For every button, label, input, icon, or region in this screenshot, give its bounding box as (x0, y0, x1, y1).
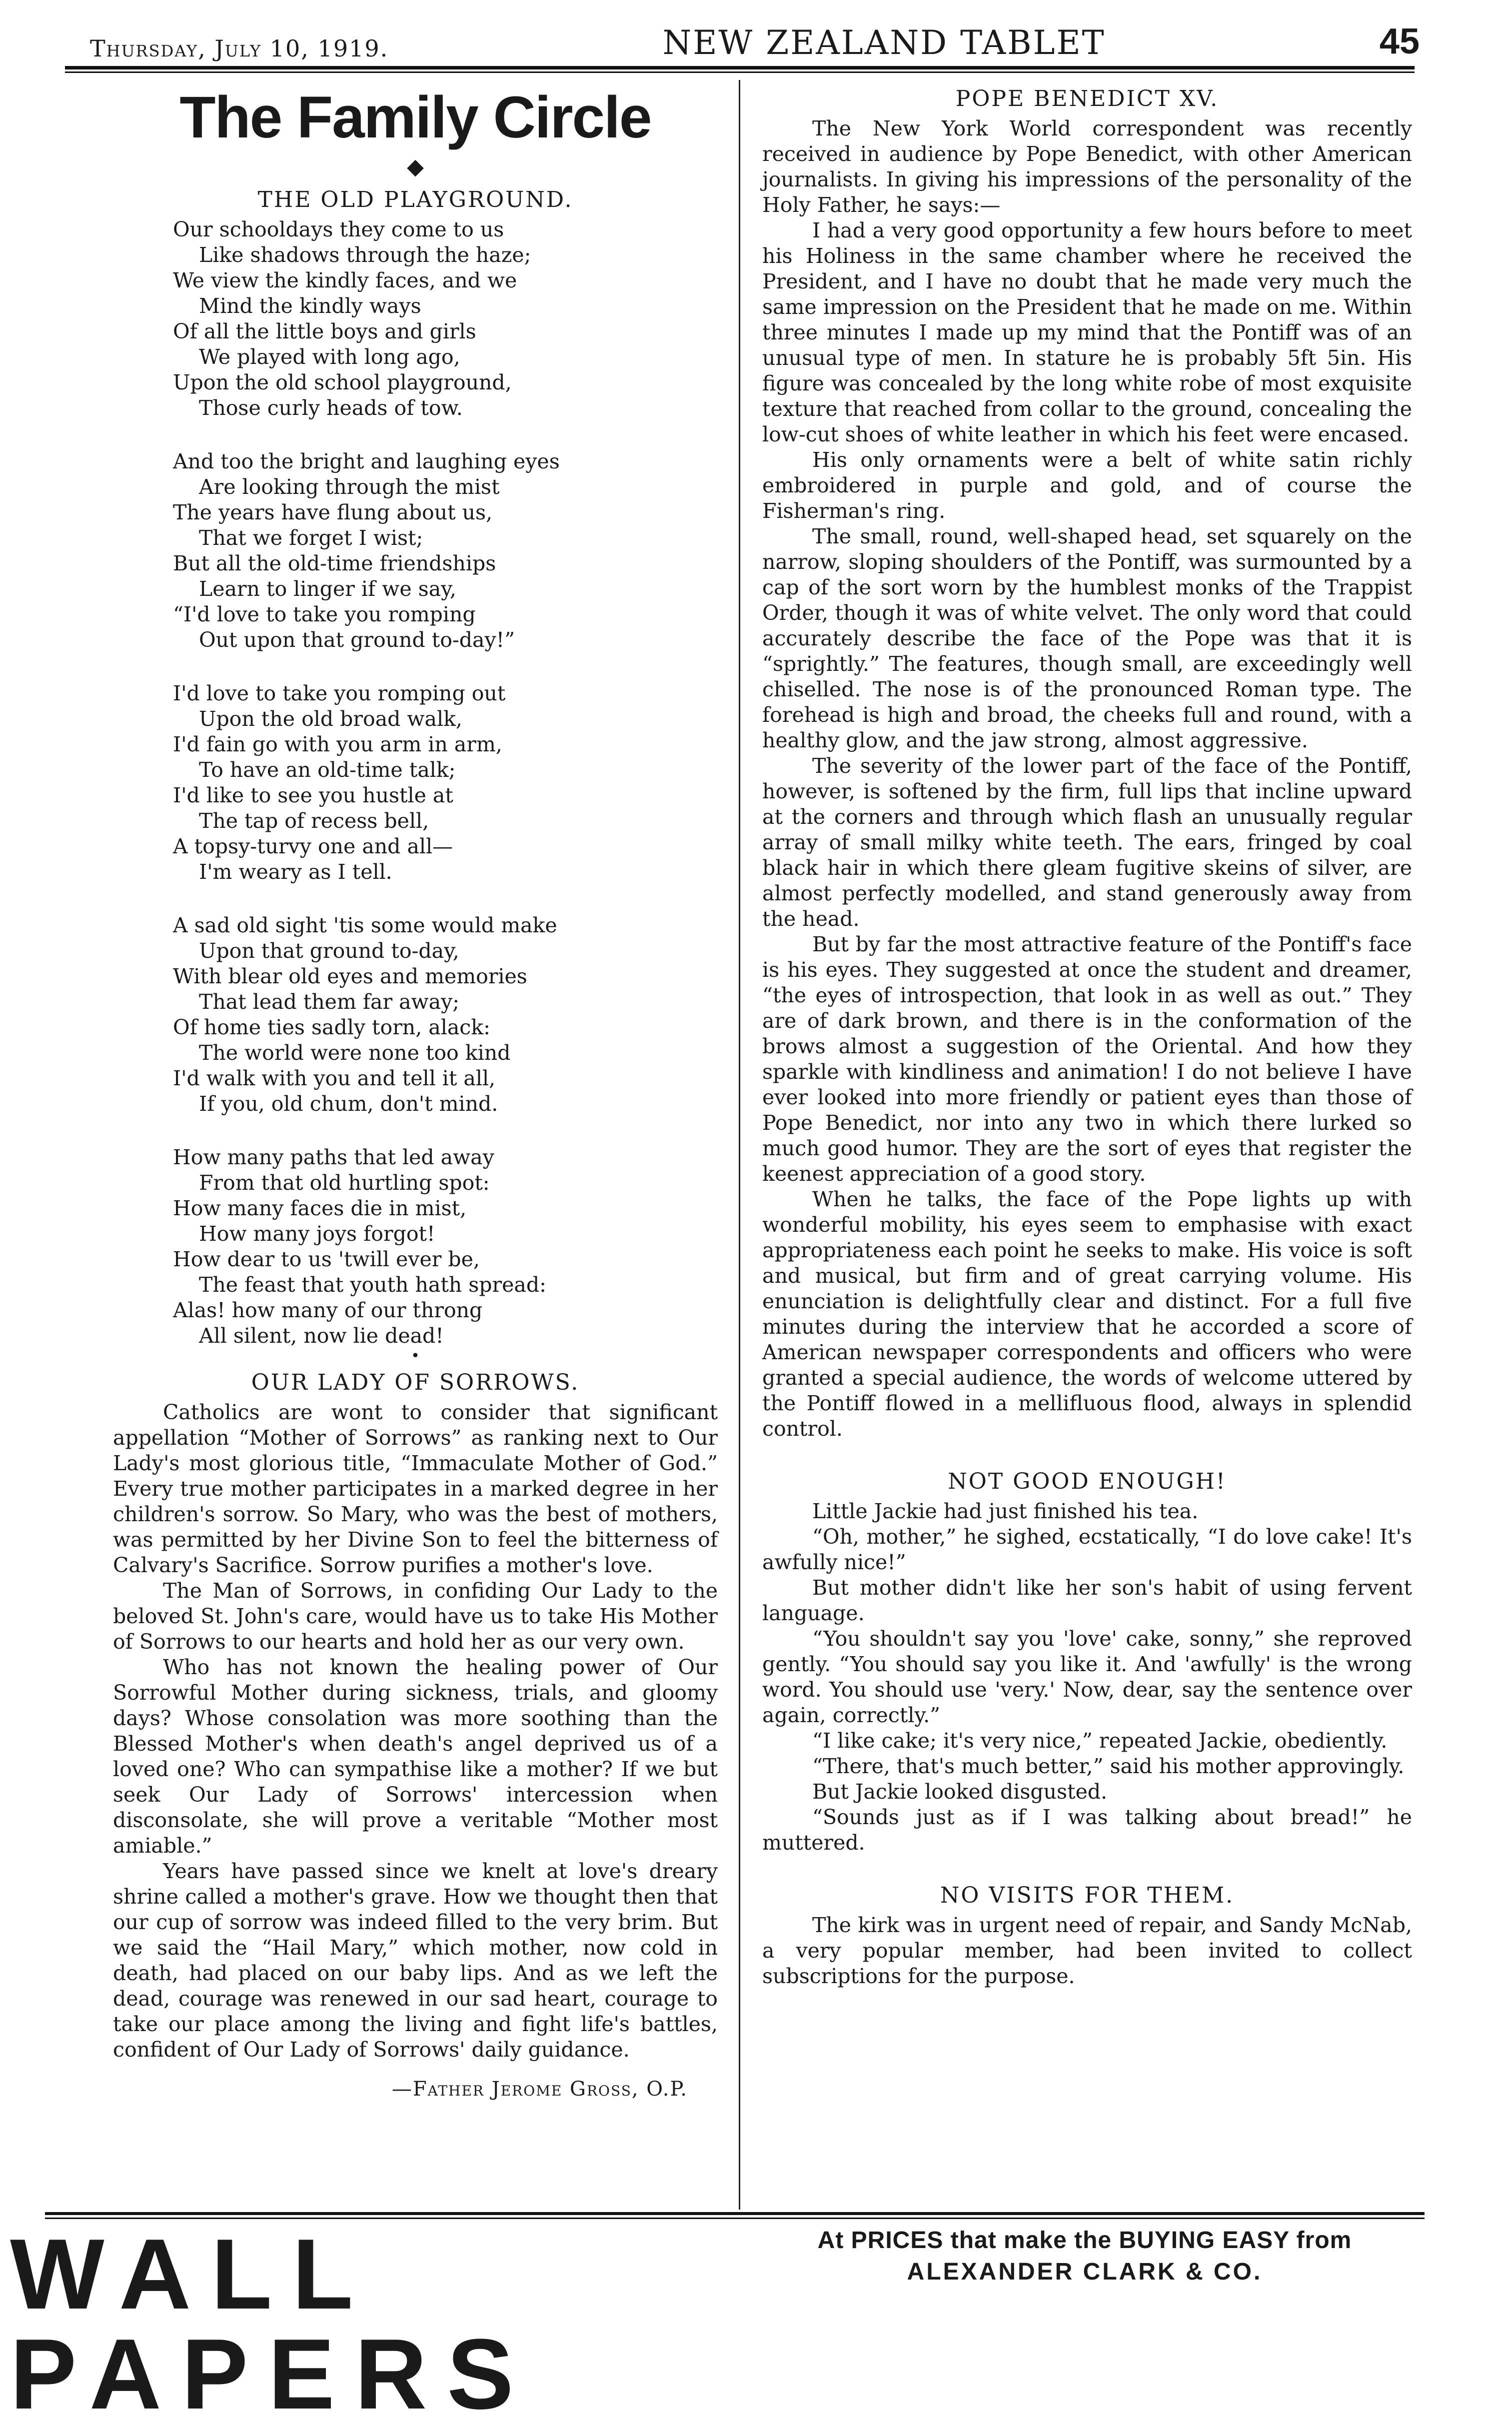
poem-line: How many paths that led away (173, 1145, 494, 1169)
ad-tagline: At PRICES that make the BUYING EASY from (817, 2227, 1352, 2254)
poem-line: A sad old sight 'tis some would make (173, 913, 557, 937)
paragraph: The small, round, well-shaped head, set squarely on the narrow, sloping shoulders of the Pontiff, was surmounted by a cap of the sort worn by the humblest monks of the Trappist Order, though it was of white velvet. The only word that could accurately describe the face of the Pope was that it is “sprightly.” The features, though small, are exceedingly well chiselled. The nose is of the pronounced Roman type. The forehead is high and broad, the cheeks full and round, with a healthy glow, and the jaw strong, almost aggressive. (762, 524, 1412, 752)
poem-line: We played with long ago, (199, 345, 460, 369)
header-rule (65, 66, 1415, 69)
page-header (90, 12, 1420, 62)
article-body (113, 1400, 718, 2063)
paragraph: “Sounds just as if I was talking about bread!” he muttered. (762, 1805, 1412, 1855)
paragraph: I had a very good opportunity a few hours before to meet his Holiness in the same chamber where he received the President, and I have no doubt that he made very much the same impression on the President that he made on me. Within three minutes I made up my mind that the Pontiff was of an unusual type of men. In stature he is probably 5ft 5in. His figure was concealed by the long white robe of most exquisite texture that reached from collar to the ground, concealing the low-cut shoes of white leather in which his feet were encased. (762, 218, 1412, 446)
poem-line: I'd fain go with you arm in arm, (173, 732, 502, 756)
article-title: OUR LADY OF SORROWS. (251, 1370, 580, 1395)
paragraph: Who has not known the healing power of Our Sorrowful Mother during sickness, trials, and gloomy days? Whose consolation was more soothing than the Blessed Mother's when death's angel deprived us of a loved one? Who can sympathise like a mother? If we but seek Our Lady of Sorrows' intercession when disconsolate, she will prove a veritable “Mother most amiable.” (113, 1655, 718, 1858)
poem-line: And too the bright and laughing eyes (173, 449, 560, 473)
poem-line: With blear old eyes and memories (173, 964, 527, 988)
poem-line: That we forget I wist; (199, 526, 423, 550)
poem-stanza (173, 449, 718, 653)
paragraph: The Man of Sorrows, in confiding Our Lady to the beloved St. John's care, would have us to take His Mother of Sorrows to our hearts and hold her as our very own. (113, 1579, 718, 1654)
section-masthead: The Family Circle (179, 84, 651, 150)
poem-title: THE OLD PLAYGROUND. (257, 187, 573, 212)
poem-stanza (173, 913, 718, 1117)
poem-line: How many faces die in mist, (173, 1196, 467, 1220)
poem-line: I'm weary as I tell. (199, 860, 392, 884)
poem-line: Out upon that ground to-day!” (199, 628, 515, 652)
poem-line: Of home ties sadly torn, alack: (173, 1015, 490, 1039)
poem-body (173, 217, 718, 1349)
paragraph: “Oh, mother,” he sighed, ecstatically, “I do love cake! It's awfully nice!” (762, 1525, 1412, 1574)
paragraph: But mother didn't like her son's habit of using fervent language. (762, 1576, 1412, 1625)
ad-company: ALEXANDER CLARK & CO. (907, 2259, 1263, 2285)
poem-line: The years have flung about us, (173, 500, 493, 524)
kirk-body (762, 1913, 1412, 1989)
poem-line: A topsy-turvy one and all— (173, 834, 453, 858)
wallpaper-ad-copy (755, 2226, 1415, 2289)
paragraph: “There, that's much better,” said his mother approvingly. (812, 1754, 1405, 1778)
paragraph: His only ornaments were a belt of white satin richly embroidered in purple and gold, and of course the Fisherman's ring. (762, 448, 1412, 523)
paragraph: The severity of the lower part of the face of the Pontiff, however, is softened by the firm, full lips that incline upward at the corners and through which flash an unusually regular array of small milky white teeth. The ears, fringed by coal black hair in which there gleam fugitive skeins of silver, are almost perfectly modelled, and stand generously away from the head. (762, 754, 1412, 931)
separator-dot-icon: • (411, 1347, 420, 1365)
poem-line: Like shadows through the haze; (199, 243, 531, 267)
article-byline: —Father Jerome Gross, O.P. (391, 2078, 688, 2101)
pope-article-title: POPE BENEDICT XV. (955, 86, 1219, 111)
poem-stanza (173, 1145, 718, 1349)
page-number: 45 (1379, 21, 1420, 61)
paragraph: “I like cake; it's very nice,” repeated Jackie, obediently. (812, 1729, 1388, 1753)
poem-stanza (173, 217, 718, 421)
poem-line: Upon that ground to-day, (199, 939, 459, 963)
poem-stanza (173, 681, 718, 885)
poem-line: But all the old-time friendships (173, 551, 496, 575)
poem-line: Our schooldays they come to us (173, 217, 504, 241)
footer-rule (45, 2212, 1425, 2215)
poem-line: Alas! how many of our throng (173, 1298, 483, 1322)
issue-date: Thursday, July 10, 1919. (90, 35, 389, 62)
poem-line: Of all the little boys and girls (173, 319, 476, 343)
poem-line: How dear to us 'twill ever be, (173, 1247, 480, 1271)
paragraph: Catholics are wont to consider that significant appellation “Mother of Sorrows” as ranking next to Our Lady's most glorious title, “Immaculate Mother of God.” Every true mother participates in a marked degree in her children's sorrow. So Mary, who was the best of mothers, was permitted by her Divine Son to feel the bitterness of Calvary's Sacrifice. Sorrow purifies a mother's love. (113, 1400, 718, 1577)
wallpaper-ad-headline (10, 2219, 720, 2430)
newspaper-title: NEW ZEALAND TABLET (662, 23, 1106, 62)
poem-line: Mind the kindly ways (199, 294, 421, 318)
diamond-ornament-icon: ◆ (407, 154, 424, 179)
paragraph: “You shouldn't say you 'love' cake, sonny,” she reproved gently. “You should say you like it. And 'awfully' is the wrong word. You should use 'very.' Now, dear, say the sentence over again, correctly.” (762, 1627, 1412, 1727)
poem-line: I'd like to see you hustle at (173, 783, 453, 807)
poem-line: To have an old-time talk; (199, 758, 456, 782)
paragraph: When he talks, the face of the Pope lights up with wonderful mobility, his eyes seem to emphasise with exact appropriateness each point he seeks to make. His voice is soft and musical, but firm and of great carrying volume. His enunciation is delightfully clear and distinct. For a full five minutes during the interview that he accorded a score of American newspaper correspondents and officers who were granted a special audience, the words of welcome uttered by the Pontiff flowed in a mellifluous flood, always in splendid control. (762, 1187, 1412, 1441)
anecdote-body (762, 1499, 1412, 1856)
poem-line: How many joys forgot! (199, 1222, 435, 1246)
poem-line: We view the kindly faces, and we (173, 268, 517, 292)
poem-line: Upon the old broad walk, (199, 707, 462, 731)
poem-line: Are looking through the mist (199, 475, 500, 499)
paragraph: But Jackie looked disgusted. (812, 1780, 1108, 1804)
kirk-title: NO VISITS FOR THEM. (940, 1883, 1235, 1908)
poem-line: “I'd love to take you romping (173, 602, 476, 626)
paragraph: Years have passed since we knelt at love's dreary shrine called a mother's grave. How we thought then that our cup of sorrow was indeed filled to the very brim. But we said the “Hail Mary,” which mother, now cold in death, had placed on our baby lips. And as we left the dead, courage was renewed in our sad heart, courage to take our place among the living and fight life's battles, confident of Our Lady of Sorrows' daily guidance. (113, 1859, 718, 2062)
left-column (113, 85, 718, 2101)
paragraph: The kirk was in urgent need of repair, and Sandy McNab, a very popular member, had been invited to collect subscriptions for the purpose. (762, 1913, 1412, 1988)
right-column (762, 85, 1412, 1989)
paragraph: But by far the most attractive feature of the Pontiff's face is his eyes. They suggested at once the student and dreamer, “the eyes of introspection, that look in as well as out.” They are of dark brown, and there is in the conformation of the brows almost a suggestion of the Oriental. And how they sparkle with kindliness and animation! I do not believe I have ever looked into more friendly or patient eyes than those of Pope Benedict, nor into any two in which there lurked so much good humor. They are the sort of eyes that register the keenest appreciation of a good story. (762, 932, 1412, 1186)
paragraph: Little Jackie had just finished his tea. (812, 1499, 1199, 1523)
column-divider (739, 80, 740, 2210)
poem-line: I'd walk with you and tell it all, (173, 1066, 496, 1090)
poem-line: Those curly heads of tow. (199, 396, 463, 420)
poem-line: Upon the old school playground, (173, 370, 512, 394)
poem-line: The feast that youth hath spread: (199, 1273, 546, 1297)
pope-article-body (762, 116, 1412, 1442)
poem-line: I'd love to take you romping out (173, 681, 506, 705)
anecdote-title: NOT GOOD ENOUGH! (948, 1469, 1227, 1494)
poem-line: Learn to linger if we say, (199, 577, 456, 601)
poem-line: If you, old chum, don't mind. (199, 1092, 498, 1116)
poem-line: That lead them far away; (199, 990, 460, 1014)
poem-line: All silent, now lie dead! (199, 1324, 444, 1348)
poem-line: From that old hurtling spot: (199, 1171, 490, 1195)
poem-line: The tap of recess bell, (199, 809, 429, 833)
header-rule-thin (65, 71, 1415, 73)
paragraph: The New York World correspondent was recently received in audience by Pope Benedict, with other American journalists. In giving his impressions of the personality of the Holy Father, he says:— (762, 116, 1412, 217)
poem-line: The world were none too kind (199, 1041, 511, 1065)
ad-headline-text: WALL PAPERS (10, 2219, 534, 2430)
